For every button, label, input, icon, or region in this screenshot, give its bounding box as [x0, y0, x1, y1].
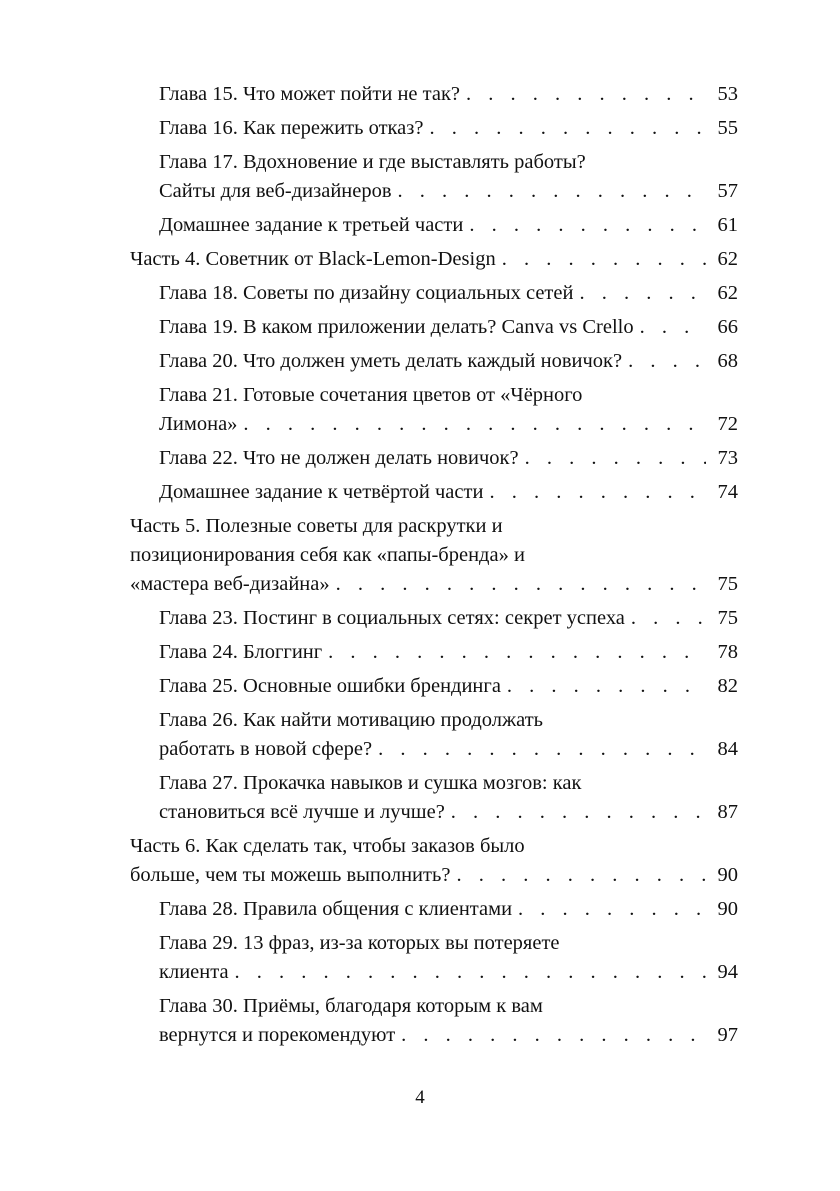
toc-entry-title: «мастера веб-дизайна» [130, 573, 330, 595]
dot-leader [328, 638, 706, 667]
dot-leader [507, 672, 706, 701]
toc-chapter-entry[interactable] [130, 638, 738, 667]
toc-entry-row [159, 114, 738, 143]
dot-leader [631, 604, 706, 633]
toc-chapter-entry[interactable] [130, 929, 738, 987]
toc-entry-row [159, 313, 738, 342]
toc-entry-row [159, 604, 738, 633]
toc-entry-title: вернутся и порекомендуют [159, 1024, 396, 1046]
toc-entry-title: Глава 15. Что может пойти не так? [159, 83, 461, 105]
toc-entry-row [159, 672, 738, 701]
toc-entry-title: становиться всё лучше и лучше? [159, 801, 445, 823]
toc-entry-title: Домашнее задание к четвёртой части [159, 481, 484, 503]
dot-leader [336, 570, 706, 599]
toc-chapter-entry[interactable] [130, 706, 738, 764]
toc-entry-title-line: Часть 6. Как сделать так, чтобы заказов было [130, 835, 525, 857]
toc-entry-page-number: 73 [717, 447, 738, 469]
toc-entry-title: Лимона» [159, 413, 238, 435]
dot-leader [243, 410, 706, 439]
toc-entry-title: Домашнее задание к третьей части [159, 214, 464, 236]
toc-entry-title-line: Глава 21. Готовые сочетания цветов от «Чёрного [159, 384, 583, 406]
toc-entry-title: Глава 25. Основные ошибки брендинга [159, 675, 501, 697]
toc-entry-title: больше, чем ты можешь выполнить? [130, 864, 451, 886]
toc-part-entry[interactable] [130, 512, 738, 599]
dot-leader [579, 279, 706, 308]
toc-entry-title-line: Глава 17. Вдохновение и где выставлять работы? [159, 151, 586, 173]
toc-entry-row [130, 861, 738, 890]
dot-leader [518, 895, 706, 924]
dot-leader [525, 444, 706, 473]
toc-entry-page-number: 57 [717, 180, 738, 202]
toc-entry-row [159, 80, 738, 109]
toc-entry-page-number: 68 [717, 350, 738, 372]
toc-entry-title: Глава 23. Постинг в социальных сетях: секрет успеха [159, 607, 625, 629]
toc-entry-title: Глава 16. Как пережить отказ? [159, 117, 424, 139]
toc-entry-page-number: 82 [717, 675, 738, 697]
dot-leader [640, 313, 706, 342]
toc-entry-row [159, 177, 738, 206]
toc-entry-page-number: 62 [717, 248, 738, 270]
toc-entry-row [159, 798, 738, 827]
toc-chapter-entry[interactable] [130, 347, 738, 376]
toc-entry-page-number: 74 [717, 481, 738, 503]
toc-entry-row [159, 444, 738, 473]
toc-entry-row [130, 245, 738, 274]
toc-entry-page-number: 94 [717, 961, 738, 983]
toc-entry-title: работать в новой сфере? [159, 738, 373, 760]
page-number: 4 [415, 1087, 425, 1108]
toc-entry-page-number: 84 [717, 738, 738, 760]
toc-chapter-entry[interactable] [130, 444, 738, 473]
toc-entry-title: Часть 4. Советник от Black-Lemon-Design [130, 248, 496, 270]
dot-leader [451, 798, 706, 827]
toc-entry-page-number: 66 [717, 316, 738, 338]
toc-chapter-entry[interactable] [130, 313, 738, 342]
toc-entry-row [159, 958, 738, 987]
toc-entry-title: Глава 28. Правила общения с клиентами [159, 898, 513, 920]
toc-entry-title-line: Часть 5. Полезные советы для раскрутки и [130, 515, 503, 537]
toc-entry-title-line: Глава 26. Как найти мотивацию продолжать [159, 709, 544, 731]
toc-entry-page-number: 61 [717, 214, 738, 236]
toc-entry-page-number: 90 [717, 898, 738, 920]
dot-leader [456, 861, 706, 890]
toc-entry-page-number: 53 [717, 83, 738, 105]
dot-leader [628, 347, 706, 376]
toc-entry-title-line: Глава 30. Приёмы, благодаря которым к вам [159, 995, 543, 1017]
toc-entry-row [159, 478, 738, 507]
toc-entry-title: клиента [159, 961, 229, 983]
toc-entry-row [159, 211, 738, 240]
toc-part-entry[interactable] [130, 245, 738, 274]
toc-entry-title: Глава 24. Блоггинг [159, 641, 323, 663]
dot-leader [235, 958, 706, 987]
toc-entry-row [159, 638, 738, 667]
toc-entry-page-number: 72 [717, 413, 738, 435]
toc-entry-page-number: 55 [717, 117, 738, 139]
toc-entry-page-number: 62 [717, 282, 738, 304]
toc-entry-title-line: Глава 29. 13 фраз, из-за которых вы потеряете [159, 932, 560, 954]
toc-chapter-entry[interactable] [130, 211, 738, 240]
toc-chapter-entry[interactable] [130, 148, 738, 206]
dot-leader [502, 245, 706, 274]
toc-part-entry[interactable] [130, 832, 738, 890]
dot-leader [401, 1021, 706, 1050]
dot-leader [469, 211, 706, 240]
dot-leader [466, 80, 706, 109]
toc-entry-page-number: 78 [717, 641, 738, 663]
toc-entry-title-line: Глава 27. Прокачка навыков и сушка мозгов: как [159, 772, 582, 794]
toc-entry-page-number: 87 [717, 801, 738, 823]
toc-entry-title: Сайты для веб-дизайнеров [159, 180, 392, 202]
toc-chapter-entry[interactable] [130, 895, 738, 924]
toc-entry-row [159, 735, 738, 764]
toc-entry-page-number: 97 [717, 1024, 738, 1046]
toc-entry-row [159, 1021, 738, 1050]
toc-chapter-entry[interactable] [130, 769, 738, 827]
toc-chapter-entry[interactable] [130, 992, 738, 1050]
toc-chapter-entry[interactable] [130, 478, 738, 507]
dot-leader [378, 735, 706, 764]
toc-entry-row [159, 347, 738, 376]
toc-chapter-entry[interactable] [130, 604, 738, 633]
toc-entry-title: Глава 22. Что не должен делать новичок? [159, 447, 519, 469]
toc-entry-title: Глава 18. Советы по дизайну социальных сетей [159, 282, 574, 304]
toc-entry-title: Глава 20. Что должен уметь делать каждый новичок? [159, 350, 623, 372]
table-of-contents [130, 80, 738, 1055]
toc-entry-row [130, 570, 738, 599]
toc-chapter-entry[interactable] [130, 80, 738, 109]
toc-chapter-entry[interactable] [130, 381, 738, 439]
toc-entry-page-number: 75 [717, 573, 738, 595]
toc-chapter-entry[interactable] [130, 114, 738, 143]
dot-leader [489, 478, 706, 507]
toc-entry-row [159, 410, 738, 439]
toc-entry-title: Глава 19. В каком приложении делать? Canva vs Crello [159, 316, 634, 338]
toc-entry-page-number: 90 [717, 864, 738, 886]
toc-entry-row [159, 895, 738, 924]
toc-chapter-entry[interactable] [130, 672, 738, 701]
dot-leader [429, 114, 706, 143]
dot-leader [398, 177, 706, 206]
toc-chapter-entry[interactable] [130, 279, 738, 308]
toc-entry-page-number: 75 [717, 607, 738, 629]
toc-entry-row [159, 279, 738, 308]
toc-entry-title-line: позиционирования себя как «папы-бренда» и [130, 544, 525, 566]
